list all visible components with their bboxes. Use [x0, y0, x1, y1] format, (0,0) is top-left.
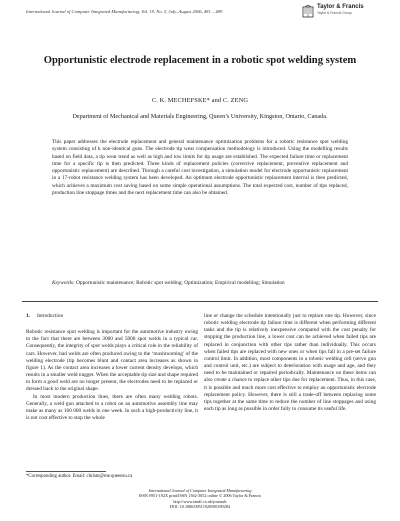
- footer-url: http://www.tandf.co.uk/journals: [173, 498, 227, 504]
- paragraph: line or change the schedule intentionally just to replace one tip. However, since robotic welding electrode tip failure time is different when performing different tasks and the tip is relatively inexpensive compared with the cost penalty for stopping the production line, a lower cost can be achieved when failed tips are replaced in conjunction with other tips rather than individually. This occurs when failed tips are replaced with new ones or when tips fall in a pre-set failure control limit. In addition, most components in a robotic welding cell (servo gun and control unit, etc.) are subject to deterioration with usage and age, and they need to be maintained or repaired periodically. Maintenance on these items can also create a chance to replace other tips due for replacement. Thus, in this case, it is possible and much more cost effective to employ an opportunistic electrode replacement policy. However, there is still a trade-off between replacing some tips together at the same time to reduce the number of line stoppages and using each tip as long as possible in order fully to consume its useful life.: [204, 313, 376, 413]
- author-affiliation: Department of Mechanical and Materials Engineering, Queen’s University, Kingston, Ontario, Canada.: [72, 113, 328, 120]
- section-number: 1.: [26, 313, 30, 319]
- abstract: This paper addresses the electrode replacement and general maintenance optimization problems for a robotic resistance spot welding system consisting of k non-identical guns. The electrode tip wear compensation methodology is introduced. Using the modelling results based on field data, a tip wear trend as well as high and low limits for tip usage are established. The expected failure time or replacement time for a specific tip is then predicted. Three kinds of replacement policies (corrective replacement, preventive replacement and opportunistic replacement) are described. Through a careful cost investigation, a simulation model for electrode opportunistic replacement in a 17-robot resistance welding system has been developed. An optimum electrode opportunistic replacement interval is then predicted, which achieves a maximum cost saving based on some simple operational assumptions. The total expected cost, number of tips replaced, production line stoppage times and the next replacement time can also be obtained.: [52, 139, 348, 197]
- paragraph: In most modern production lines, there are often many welding robots. Generally, a weld gun attached to a robot on an automotive assembly line may make as many as 160 000 welds in one week. In such a high-productivity line, it is not cost effective to stop the whole: [26, 393, 198, 422]
- section-heading: [26, 313, 198, 320]
- article-authors: C. K. MECHEFSKE* and C. ZENG: [151, 97, 249, 104]
- journal-footer: [20, 488, 380, 510]
- section-title: Introduction: [36, 313, 64, 319]
- keywords: [52, 280, 348, 287]
- keywords-list: Opportunistic maintenance; Robotic spot welding; Optimization; Empirical modelling; Simulation: [76, 280, 285, 286]
- publisher-name: Taylor & Francis: [317, 4, 364, 10]
- right-column: [204, 313, 376, 413]
- footer-doi: DOI: 10.1080/09511920500399284: [170, 504, 230, 510]
- keywords-label: Keywords:: [52, 280, 75, 286]
- left-column: [26, 313, 198, 422]
- article-title: Opportunistic electrode replacement in a robotic spot welding system: [43, 55, 357, 66]
- section-divider: [22, 301, 378, 302]
- corresponding-author-footnote: *Corresponding author. Email: chrism@me.queensu.ca: [26, 474, 133, 479]
- footer-journal: International Journal of Computer Integrated Manufacturing: [148, 488, 252, 493]
- publisher-logo: [302, 4, 364, 18]
- paragraph: Robotic resistance spot welding is important for the automotive industry owing to the fact that there are between 3000 and 5000 spot welds in a typical car. Consequently, the integrity of spot welds plays a critical role in the reliability of cars. However, bad welds are often produced owing to the ‘mushrooming’ of the welding electrode (tip becomes blunt and contact area increases as shown in figure 1). As the contact area increases a lower current density develops, which results in a smaller weld nugget. When the acceptable tip size and shape required to form a good weld are no longer present, the electrodes need to be replaced or dressed back to the original shape.: [26, 329, 198, 393]
- taylor-francis-book-icon: [302, 4, 314, 18]
- journal-citation-line: International Journal of Computer Integrated Manufacturing, Vol. 19, No. 5, July–August 2006, 481 – 489: [26, 9, 223, 14]
- footnote-divider: [26, 471, 106, 472]
- footer-issn: ISSN 0951-192X print/ISSN 1362-3052 online © 2006 Taylor & Francis: [138, 493, 262, 499]
- publisher-group: Taylor & Francis Group: [317, 11, 352, 15]
